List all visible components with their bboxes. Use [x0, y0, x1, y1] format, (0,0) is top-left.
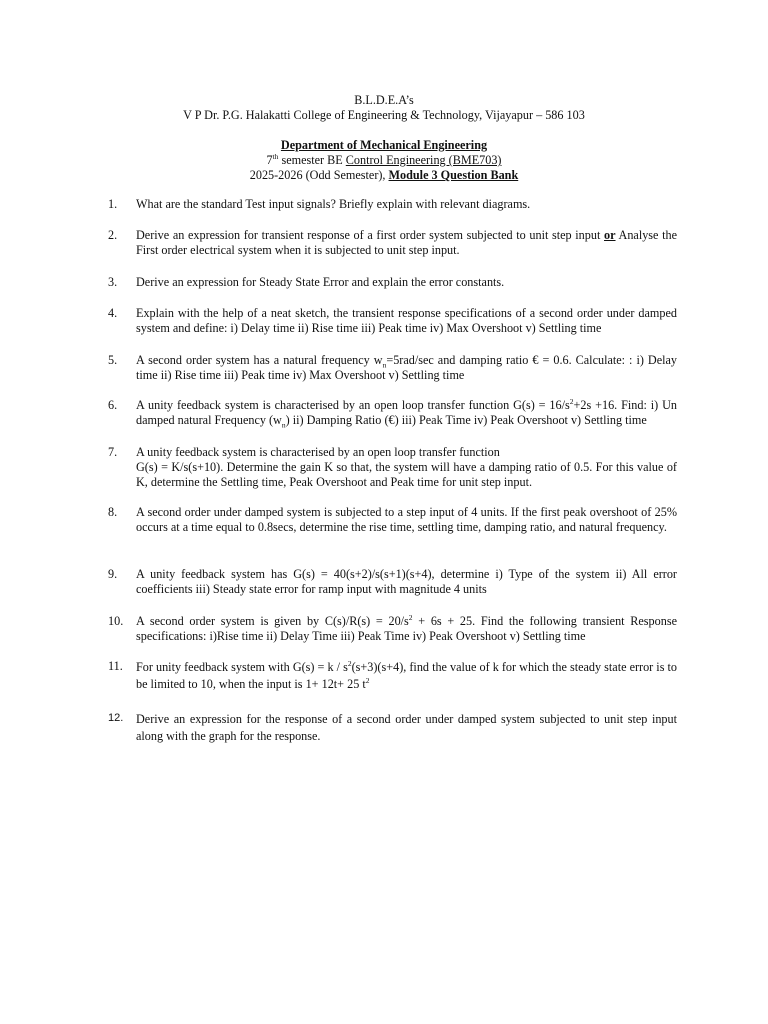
question-text-part: ) ii) Damping Ratio (€) iii) Peak Time iv) Peak Overshoot v) Settling time: [285, 413, 647, 427]
question-text: [136, 445, 677, 490]
college-name: V P Dr. P.G. Halakatti College of Engineering & Technology, Vijayapur – 586 103: [183, 108, 585, 122]
question-number: 4.: [108, 306, 118, 320]
question-number: 6.: [108, 398, 118, 412]
question-text-part: A second order system has a natural frequency w: [136, 353, 383, 367]
question-number: 1.: [108, 197, 118, 211]
question-text: Derive an expression for the response of a second order under damped system subjected to unit step input along with the graph for the response.: [136, 712, 677, 743]
question-number: 2.: [108, 228, 118, 242]
superscript: 2: [365, 675, 370, 685]
question-text-part: + 6s + 25. Find the following transient Response specifications: i)Rise time ii) Delay Time iii) Peak Time iv) Peak Overshoot v) Settling time: [136, 614, 677, 643]
question-text-line: A unity feedback system is characterised by an open loop transfer function: [136, 445, 500, 459]
question-number: 12.: [108, 712, 124, 724]
org-name: B.L.D.E.A’s: [354, 93, 414, 107]
question-number: 8.: [108, 505, 118, 519]
document-header: [0, 93, 768, 123]
semester-superscript: th: [272, 151, 279, 161]
question-number: 9.: [108, 567, 118, 581]
question-text-part: A second order system is given by C(s)/R(s) = 20/s: [136, 614, 409, 628]
question-text: [136, 353, 677, 383]
superscript: 2: [347, 658, 352, 668]
question-number: 3.: [108, 275, 118, 289]
subscript: n: [281, 420, 286, 430]
course-name: Control Engineering (BME703): [345, 153, 502, 167]
question-number: 7.: [108, 445, 118, 459]
term-text: 2025-2026 (Odd Semester),: [249, 168, 389, 182]
or-keyword: or: [604, 228, 616, 242]
department-title: Department of Mechanical Engineering: [280, 138, 488, 152]
module-title: Module 3 Question Bank: [388, 168, 519, 182]
term-line: [0, 168, 768, 183]
question-text: [136, 659, 677, 693]
question-text-part: =5rad/sec and damping ratio € = 0.6. Calculate: : i) Delay time ii) Rise time iii) Peak time iv) Max Overshoot v) Settling time: [136, 353, 677, 382]
question-text: Explain with the help of a neat sketch, the transient response specifications of a second order under damped system and define: i) Delay time ii) Rise time iii) Peak time iv) Max Overshoot v) Settling time: [136, 306, 677, 335]
question-text: Derive an expression for Steady State Error and explain the error constants.: [136, 275, 505, 289]
semester-line: [0, 153, 768, 168]
question-text: [136, 398, 677, 428]
semester-text: semester BE: [278, 153, 346, 167]
question-text: What are the standard Test input signals? Briefly explain with relevant diagrams.: [136, 197, 531, 211]
question-text-part: For unity feedback system with G(s) = k / s: [136, 660, 348, 674]
question-text-part: A unity feedback system is characterised by an open loop transfer function G(s) = 16/s: [136, 398, 570, 412]
superscript: 2: [569, 396, 574, 406]
question-text-part: Analyse the First order electrical system when it is subjected to unit step input.: [136, 228, 677, 257]
question-text-part: Derive an expression for transient response of a first order system subjected to unit step input: [136, 228, 605, 242]
question-number: 10.: [108, 614, 124, 628]
question-text: [136, 228, 677, 258]
question-text: [136, 614, 677, 644]
question-text-part: +2s +16. Find: i) Un damped natural Frequency (w: [136, 398, 677, 427]
question-text-line: G(s) = K/s(s+10). Determine the gain K so that, the system will have a damping ratio of 0.5. For this value of K, determine the Settling time, Peak Overshoot and Peak time for unit step input.: [136, 460, 677, 489]
question-text: A second order under damped system is subjected to a step input of 4 units. If the first peak overshoot of 25% occurs at a time equal to 0.8secs, determine the rise time, settling time, damping ratio, and natural frequency.: [136, 505, 677, 534]
course-header: [0, 138, 768, 183]
question-text: A unity feedback system has G(s) = 40(s+2)/s(s+1)(s+4), determine i) Type of the system ii) All error coefficients iii) Steady state error for ramp input with magnitude 4 units: [136, 567, 677, 596]
question-text-part: (s+3)(s+4), find the value of k for which the steady state error is to be limited to 10, when the input is 1+ 12t+ 25 t: [136, 660, 677, 691]
semester-number: 7: [266, 153, 273, 167]
question-number: 11.: [108, 659, 123, 673]
superscript: 2: [408, 612, 413, 622]
subscript: n: [382, 360, 387, 370]
question-number: 5.: [108, 353, 118, 367]
